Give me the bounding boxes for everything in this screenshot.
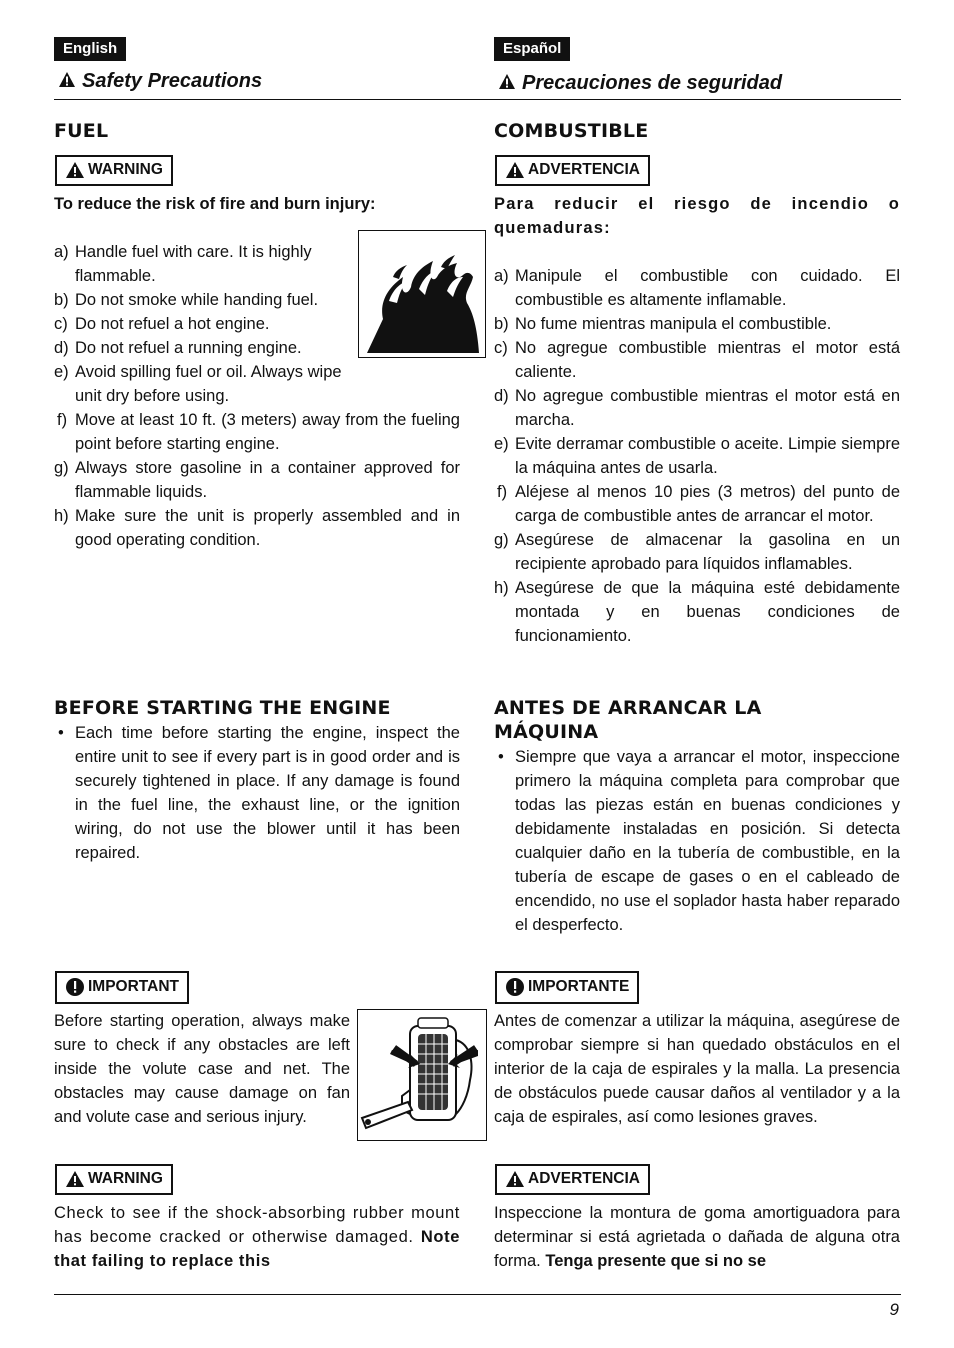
list-item: • Siempre que vaya a arrancar el motor, inspeccione primero la máquina completa para comprobar que todas las piezas están en buenas condiciones y debidamente instaladas en posición. Si detecta cualquier daño en la tubería de combustible, en la tubería de escape de gases o en el cableado de encendido, no use el soplador hasta haber reparado el desperfecto. — [498, 748, 900, 934]
list-item: h) Make sure the unit is properly assembled and in good operating condition. — [54, 507, 460, 549]
fire-pictogram — [358, 230, 486, 358]
list-item: g) Always store gasoline in a container approved for flammable liquids. — [54, 459, 460, 501]
list-item: f) Move at least 10 ft. (3 meters) away from the fueling point before starting engine. — [57, 411, 460, 453]
exclamation-circle-icon — [505, 977, 525, 997]
warning-triangle-icon — [505, 161, 525, 179]
list-item: b) Do not smoke while handing fuel. — [54, 291, 319, 309]
fuel-items-list-bottom — [54, 408, 460, 552]
antes-de-arrancar-text — [494, 745, 900, 937]
list-item: e) Avoid spilling fuel or oil. Always wipe unit dry before using. — [54, 363, 342, 405]
list-item: a) Handle fuel with care. It is highly flammable. — [54, 243, 312, 285]
combustible-intro: Para reducir el riesgo de incendio o quemaduras: — [494, 195, 900, 237]
antes-de-arrancar-heading: ANTES DE ARRANCAR LA MÁQUINA — [494, 697, 762, 743]
importante-text: Antes de comenzar a utilizar la máquina, asegúrese de comprobar siempre si han quedado obstáculos en el interior de la caja de espirales y la malla. La presencia de obstáculos puede causar daños al ventilador y a la caja de espirales, así como lesiones graves. — [494, 1012, 900, 1126]
fuel-heading: FUEL — [54, 120, 109, 142]
warning-label: WARNING — [55, 1164, 173, 1195]
warning2-text: Check to see if the shock-absorbing rubber mount has become cracked or otherwise damaged. Note that failing to replace this — [54, 1204, 460, 1270]
warning-label: WARNING — [55, 155, 173, 186]
language-tag-spanish: Español — [494, 37, 570, 61]
important-label: IMPORTANT — [55, 971, 189, 1004]
warning-triangle-icon — [65, 1170, 85, 1188]
section-title-en: Safety Precautions — [58, 70, 262, 94]
combustible-heading: COMBUSTIBLE — [494, 120, 649, 142]
list-item: • Each time before starting the engine, inspect the entire unit to see if every part is in good order and is securely tightened in place. If any damage is found in the fuel line, the exhaust line, or the ignition wiring, do not use the blower until it has been repaired. — [58, 724, 460, 862]
list-item: f) Aléjese al menos 10 pies (3 metros) del punto de carga de combustible antes de arrancar el motor. — [497, 483, 900, 525]
importante-label: IMPORTANTE — [495, 971, 639, 1004]
language-tag-english: English — [54, 37, 126, 61]
before-starting-text — [54, 721, 460, 865]
section-title-es: Precauciones de seguridad — [498, 72, 782, 96]
advertencia-label: ADVERTENCIA — [495, 1164, 650, 1195]
header-divider — [54, 99, 901, 100]
advertencia-label: ADVERTENCIA — [495, 155, 650, 186]
blower-illustration — [357, 1009, 487, 1141]
important-text: Before starting operation, always make sure to check if any obstacles are left inside the volute case and net. The obstacles may cause damage on fan and volute case and serious injury. — [54, 1012, 350, 1126]
advertencia2-text: Inspeccione la montura de goma amortiguadora para determinar si está agrietada o dañada de alguna otra forma. Tenga presente que si no se — [494, 1204, 900, 1270]
list-item: c) No agregue combustible mientras el motor está caliente. — [494, 339, 900, 381]
warning-triangle-icon — [58, 71, 76, 94]
fuel-intro: To reduce the risk of fire and burn injury: — [54, 195, 376, 213]
warning-triangle-icon — [65, 161, 85, 179]
list-item: d) Do not refuel a running engine. — [54, 339, 302, 357]
before-starting-heading: BEFORE STARTING THE ENGINE — [54, 697, 391, 719]
list-item: g) Asegúrese de almacenar la gasolina en un recipiente aprobado para líquidos inflamables. — [494, 531, 900, 573]
list-item: e) Evite derramar combustible o aceite. Limpie siempre la máquina antes de usarla. — [494, 435, 900, 477]
exclamation-circle-icon — [65, 977, 85, 997]
list-item: h) Asegúrese de que la máquina esté debidamente montada y en buenas condiciones de funcionamiento. — [494, 579, 900, 645]
list-item: b) No fume mientras manipula el combustible. — [494, 315, 832, 333]
page-number: 9 — [889, 1300, 899, 1319]
list-item: d) No agregue combustible mientras el motor está en marcha. — [494, 387, 900, 429]
footer-divider — [54, 1294, 901, 1295]
list-item: a) Manipule el combustible con cuidado. El combustible es altamente inflamable. — [494, 267, 900, 309]
warning-triangle-icon — [498, 73, 516, 96]
warning-triangle-icon — [505, 1170, 525, 1188]
fuel-items-list-top — [54, 240, 354, 408]
list-item: c) Do not refuel a hot engine. — [54, 315, 270, 333]
combustible-items-list — [494, 264, 900, 648]
